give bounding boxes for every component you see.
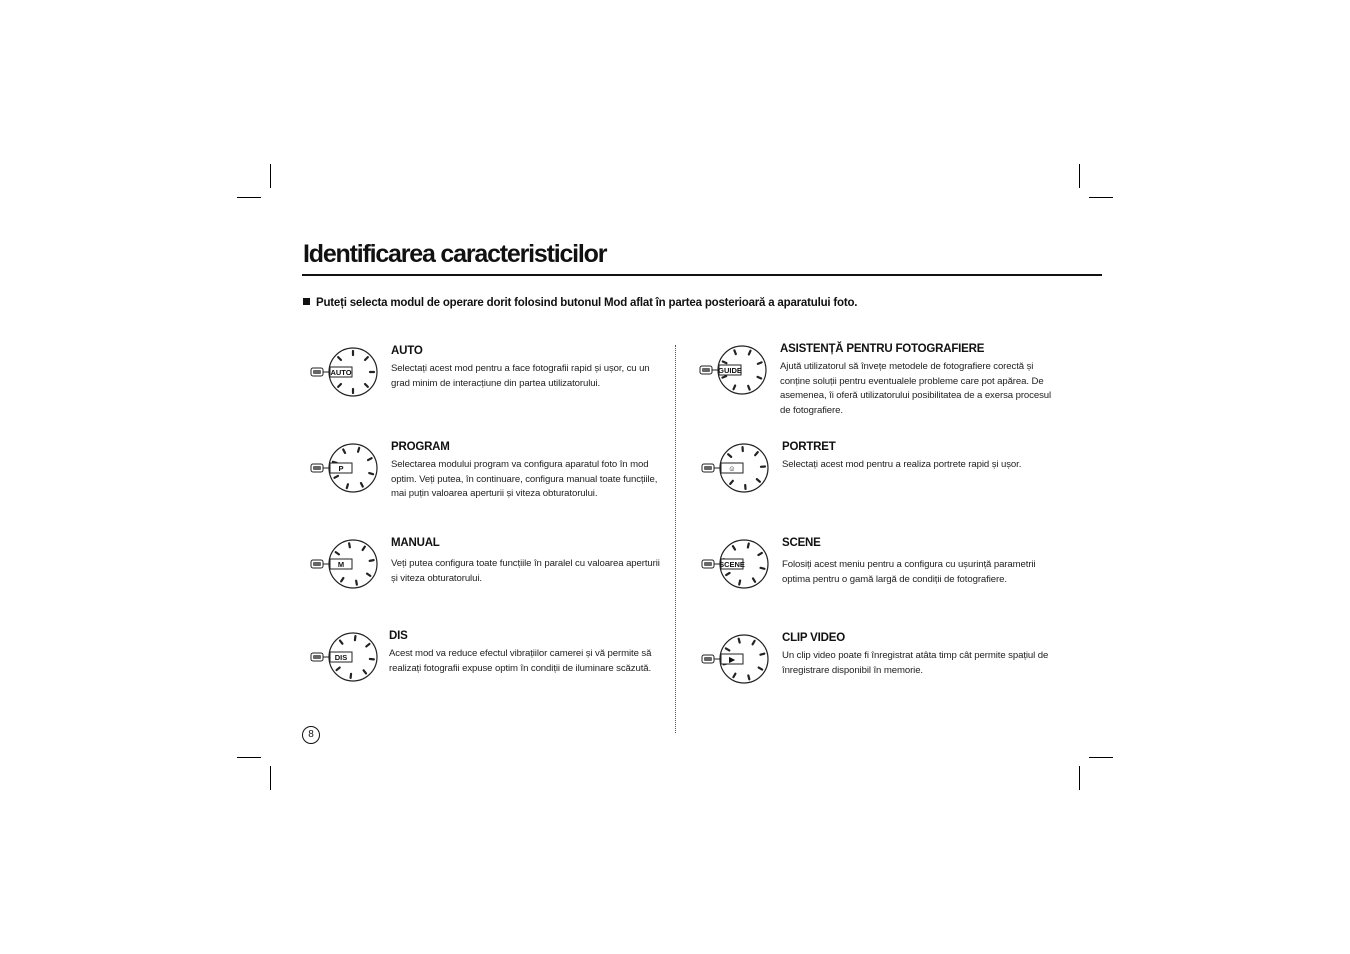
mode-title: SCENE bbox=[782, 537, 821, 549]
column-divider bbox=[675, 345, 676, 733]
mode-description: Acest mod va reduce efectul vibrațiilor camerei și vă permite să realizați fotografii expuse optim în condiții de iluminare scăzută. bbox=[389, 648, 652, 674]
page-number: 8 bbox=[302, 726, 320, 744]
mode-description: Un clip video poate fi înregistrat atâta timp cât permite spațiul de înregistrare disponibil în memorie. bbox=[782, 650, 1049, 676]
mode-title: CLIP VIDEO bbox=[782, 632, 845, 644]
dial-mode-label: ☺ bbox=[728, 464, 736, 473]
dial-mode-label: M bbox=[337, 560, 345, 569]
mode-title: ASISTENȚĂ PENTRU FOTOGRAFIERE bbox=[780, 343, 985, 355]
mode-title: MANUAL bbox=[391, 537, 440, 549]
title-rule bbox=[302, 274, 1102, 276]
crop-mark bbox=[270, 766, 271, 790]
crop-mark bbox=[1089, 197, 1113, 198]
mode-description: Selectați acest mod pentru a realiza portrete rapid și ușor. bbox=[782, 459, 1022, 470]
dial-mode-label: DIS bbox=[334, 653, 348, 662]
intro-line bbox=[303, 297, 857, 309]
mode-description: Folosiți acest meniu pentru a configura cu ușurință parametrii optima pentru o gamă largă de condiții de fotografiere. bbox=[782, 559, 1036, 585]
mode-dial-icon bbox=[694, 537, 774, 597]
mode-dial-icon bbox=[303, 630, 383, 690]
dial-mode-label: GUIDE bbox=[718, 366, 742, 375]
mode-title: DIS bbox=[389, 630, 408, 642]
dial-mode-label: AUTO bbox=[330, 368, 352, 377]
mode-title: PORTRET bbox=[782, 441, 836, 453]
square-bullet-icon bbox=[303, 298, 310, 305]
page-title: Identificarea caracteristicilor bbox=[303, 240, 607, 268]
mode-title: PROGRAM bbox=[391, 441, 450, 453]
mode-description: Selectarea modului program va configura aparatul foto în mod optim. Veți putea, în continuare, configura manual toate funcțiile, mai puțin valoarea aperturii și viteza obturatorului. bbox=[391, 459, 658, 499]
mode-title: AUTO bbox=[391, 345, 423, 357]
crop-mark bbox=[270, 164, 271, 188]
mode-dial-icon bbox=[694, 632, 774, 692]
mode-dial-icon bbox=[303, 441, 383, 501]
dial-mode-label: SCENE bbox=[719, 560, 745, 569]
crop-mark bbox=[237, 757, 261, 758]
mode-dial-icon bbox=[303, 345, 383, 405]
mode-dial-icon bbox=[692, 343, 772, 403]
mode-description: Selectați acest mod pentru a face fotografii rapid și ușor, cu un grad minim de interacțiune din partea utilizatorului. bbox=[391, 363, 650, 389]
mode-description: Ajută utilizatorul să învețe metodele de fotografiere corectă și conține soluții pentru eventualele probleme care pot apărea. De asemenea, îi oferă utilizatorului posibilitatea de a exersa procesul de fotografiere. bbox=[780, 361, 1052, 416]
dial-mode-label: ▶ bbox=[729, 655, 735, 664]
crop-mark bbox=[1079, 766, 1080, 790]
dial-mode-label: P bbox=[338, 464, 344, 473]
crop-mark bbox=[1089, 757, 1113, 758]
mode-dial-icon bbox=[694, 441, 774, 501]
intro-text: Puteți selecta modul de operare dorit folosind butonul Mod aflat în partea posterioară a aparatului foto. bbox=[316, 297, 858, 309]
mode-dial-icon bbox=[303, 537, 383, 597]
crop-mark bbox=[1079, 164, 1080, 188]
crop-mark bbox=[237, 197, 261, 198]
mode-description: Veți putea configura toate funcțiile în paralel cu valoarea aperturii și viteza obturatorului. bbox=[391, 558, 660, 584]
